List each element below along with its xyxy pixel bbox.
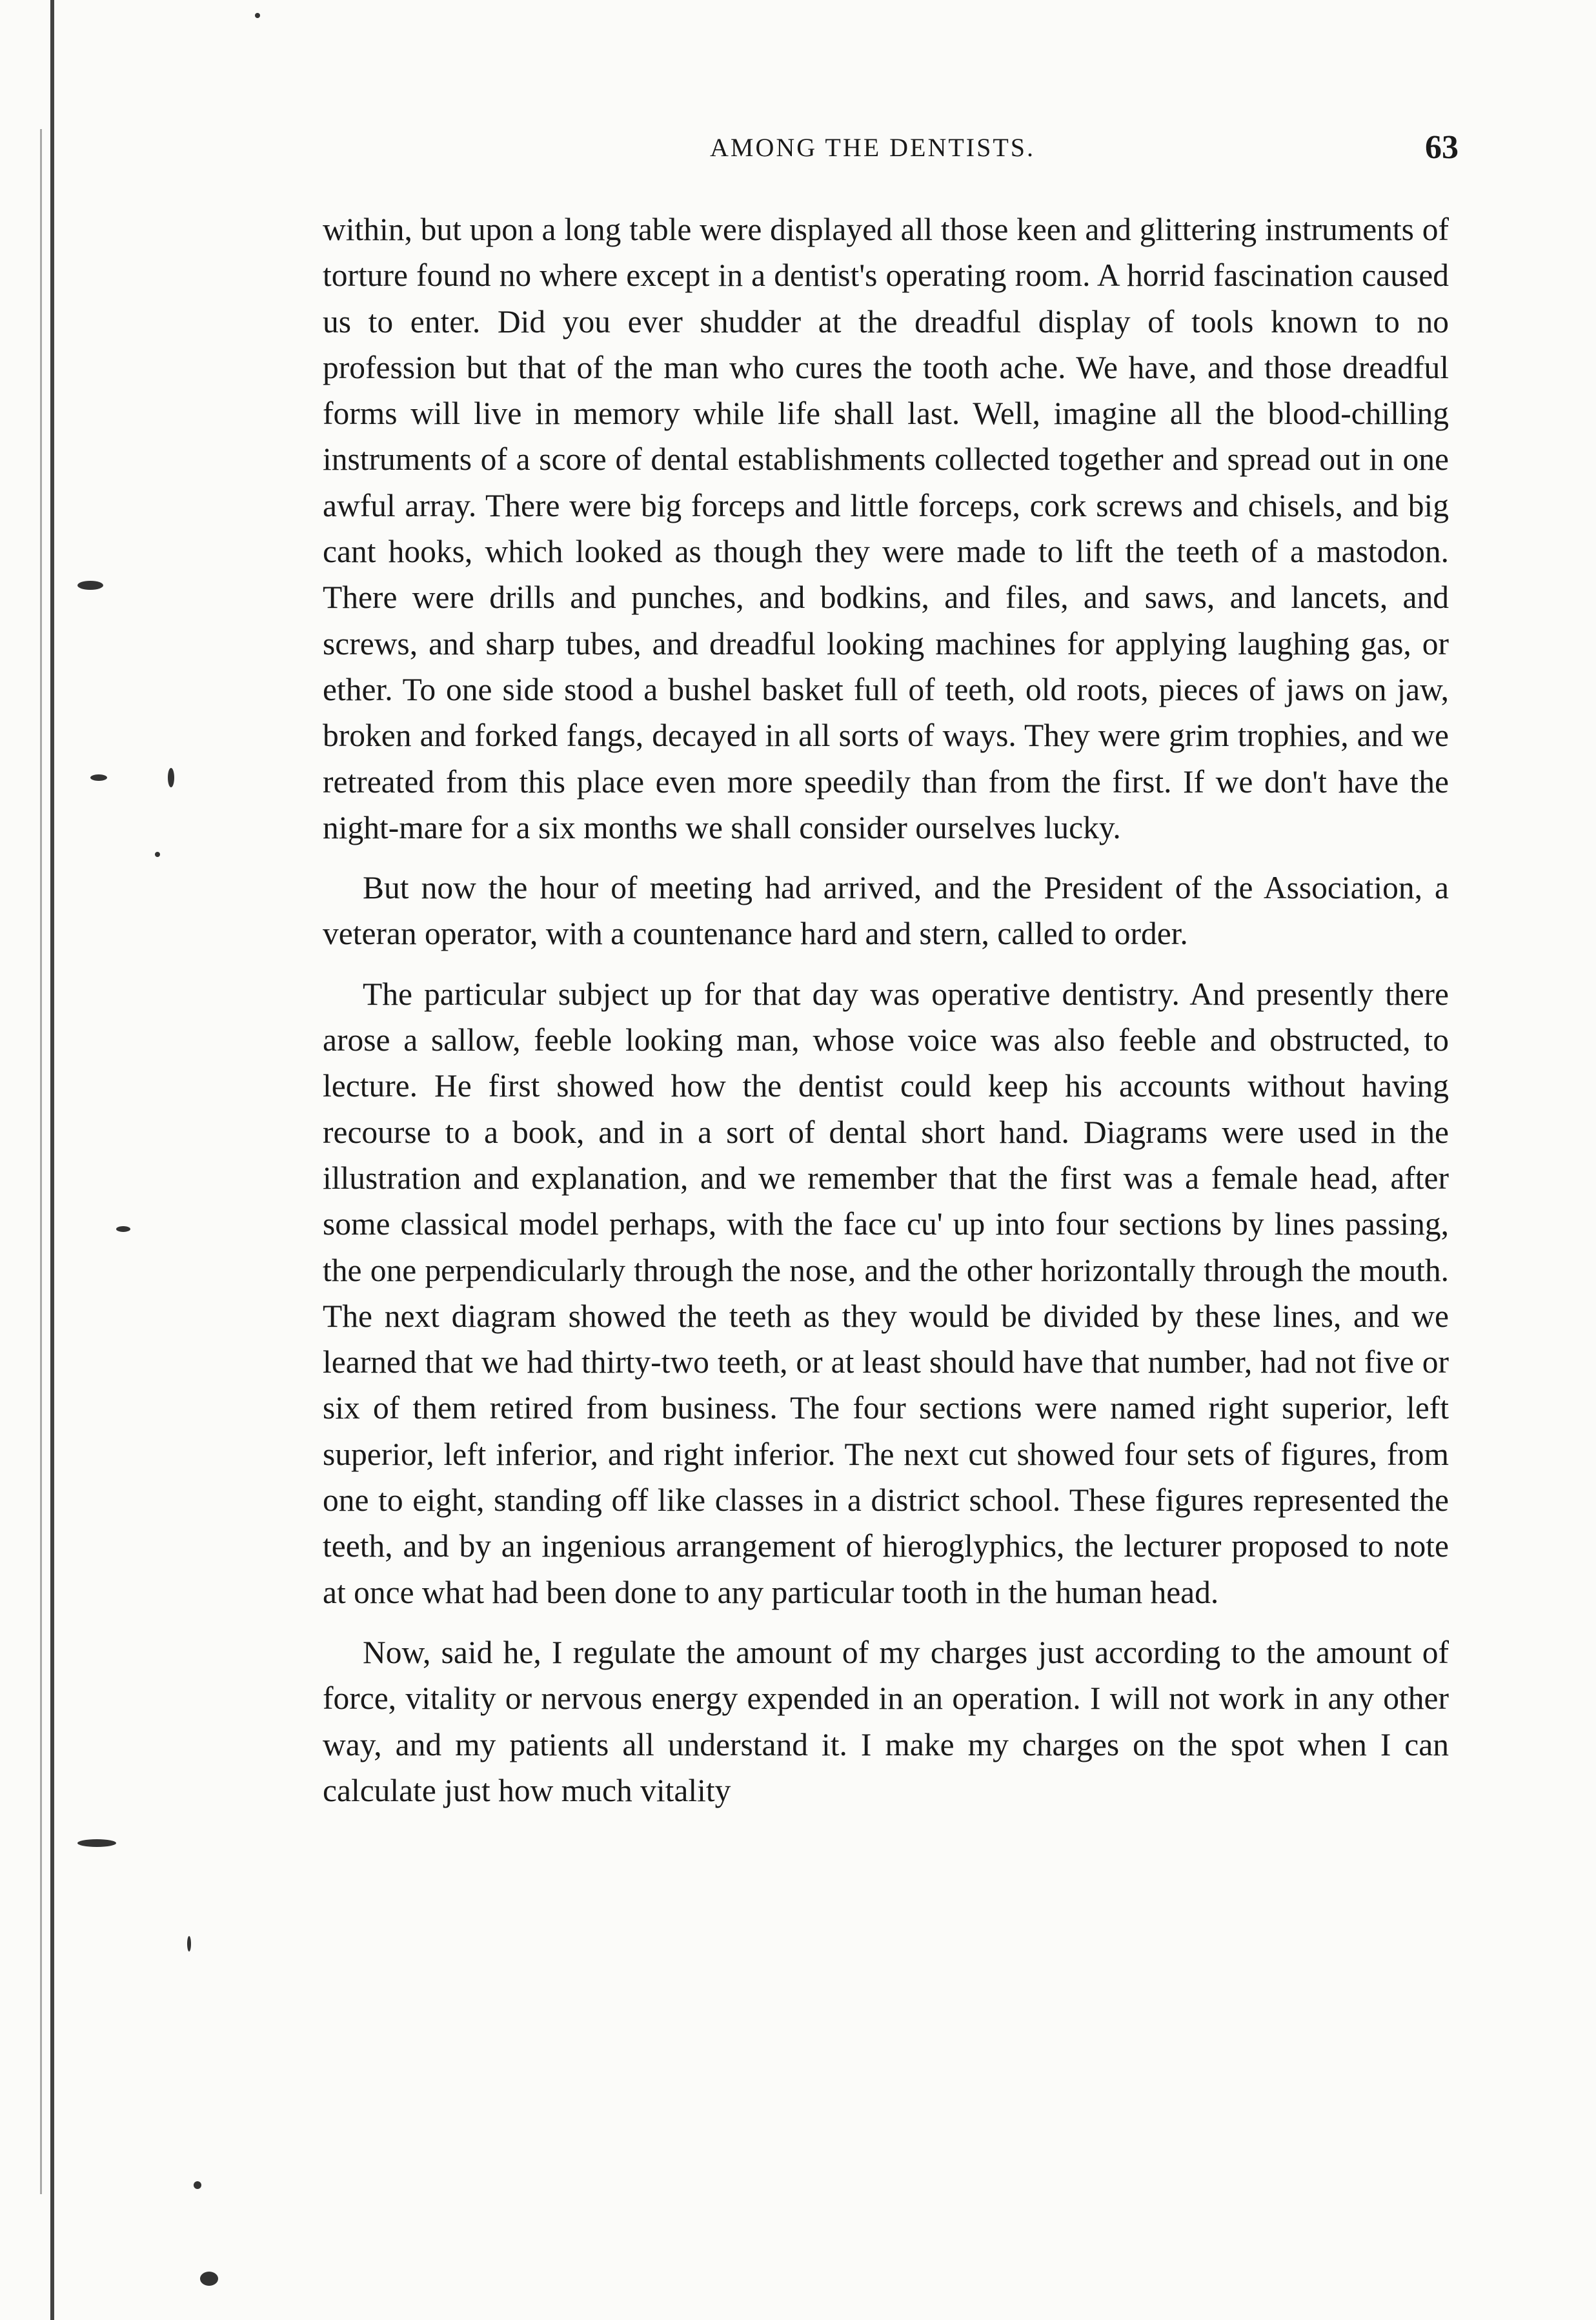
paragraph: But now the hour of meeting had arrived, and the President of the Association, a veteran operator, with a countenance hard and stern, called to order. <box>323 870 1449 952</box>
paragraph: The particular subject up for that day was operative dentistry. And presently there arose a sallow, feeble looking man, whose voice was also feeble and obstructed, to lecture. He first showed how the dentist could keep his accounts without having recourse to a book, and in a sort of dental short hand. Diagrams were used in the illustration and explanation, and we remember that the first was a female head, after some classical model perhaps, with the face cu' up into four sections by lines passing, the one perpendicularly through the nose, and the other horizontally through the mouth. The next diagram showed the teeth as they would be divided by these lines, and we learned that we had thirty-two teeth, or at least should have that number, had not five or six of them retired from business. The four sections were named right superior, left superior, left inferior, and right inferior. The next cut showed four sets of figures, from one to eight, standing off like classes in a district school. These figures represented the teeth, and by an ingenious arrangement of hieroglyphics, the lecturer proposed to note at once what had been done to any particular tooth in the human head. <box>323 976 1449 1610</box>
scan-speck <box>77 1839 116 1847</box>
scan-speck <box>77 581 103 590</box>
page-header <box>645 129 1459 177</box>
scan-speck <box>168 768 174 787</box>
scan-speck <box>187 1936 191 1952</box>
paragraph: Now, said he, I regulate the amount of my charges just according to the amount of force, vitality or nervous energy expended in an operation. I will not work in any other way, and my patients all understand it. I make my charges on the spot when I can calculate just how much vitality <box>323 1634 1449 1808</box>
paragraph: within, but upon a long table were displayed all those keen and glittering instruments of torture found no where except in a dentist's operating room. A horrid fascination caused us to enter. Did you ever shudder at the dreadful display of tools known to no profession but that of the man who cures the tooth ache. We have, and those dreadful forms will live in memory while life shall last. Well, imagine all the blood-chilling instruments of a score of dental establishments collected together and spread out in one awful array. There were big forceps and little forceps, cork screws and chisels, and big cant hooks, which looked as though they were made to lift the teeth of a mastodon. There were drills and punches, and bodkins, and files, and saws, and lancets, and screws, and sharp tubes, and dreadful looking machines for applying laughing gas, or ether. To one side stood a bushel basket full of teeth, old roots, pieces of jaws on jaw, broken and forked fangs, decayed in all sorts of ways. They were grim trophies, and we retreated from this place even more speedily than from the first. If we don't have the night-mare for a six months we shall consider ourselves lucky. <box>323 212 1449 845</box>
binding-shadow-line-secondary <box>40 129 42 2194</box>
scan-speck <box>90 774 107 781</box>
scan-speck <box>194 2181 201 2189</box>
scan-speck <box>116 1226 130 1232</box>
binding-shadow-line <box>50 0 54 2320</box>
scan-speck <box>155 852 160 857</box>
binding-edge <box>0 0 271 2320</box>
page-number: 63 <box>1425 129 1459 166</box>
body-text <box>323 207 1449 1828</box>
running-title: AMONG THE DENTISTS. <box>710 133 1036 162</box>
scan-speck <box>200 2272 218 2286</box>
scan-speck <box>255 13 260 18</box>
